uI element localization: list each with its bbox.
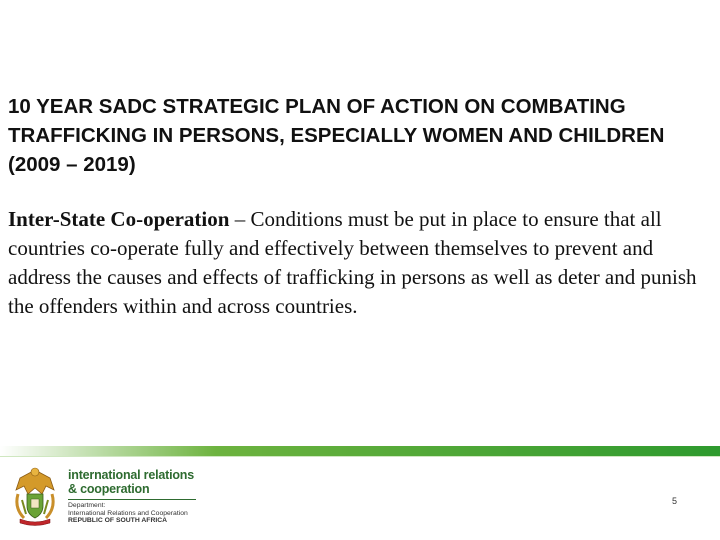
- org-name-line1: international relations: [68, 468, 194, 482]
- country-name: REPUBLIC OF SOUTH AFRICA: [68, 517, 168, 525]
- slide-title: 10 YEAR SADC STRATEGIC PLAN OF ACTION ON COMBATING TRAFFICKING IN PERSONS, ESPECIALLY WOMEN AND CHILDREN (2009 – 2019): [8, 95, 665, 176]
- dept-name: International Relations and Cooperation: [68, 509, 188, 517]
- page-number: 5: [672, 496, 678, 506]
- org-name-line2: & cooperation: [68, 482, 150, 496]
- coat-of-arms-icon: [10, 464, 60, 526]
- footer-green-bar: [0, 446, 720, 456]
- slide-body-text: [8, 205, 714, 321]
- department-logo: [10, 464, 200, 528]
- body-lead-phrase: Inter-State Co-operation: [8, 207, 230, 231]
- body-description: – Conditions must be put in place to ensure that all countries co-operate fully and effectively between themselves to prevent and address the causes and effects of trafficking in persons as well as deter and punish the offenders within and across countries.: [8, 207, 697, 318]
- department-wordmark: [68, 468, 200, 525]
- logo-divider: [68, 499, 196, 500]
- dept-label: Department:: [68, 502, 106, 509]
